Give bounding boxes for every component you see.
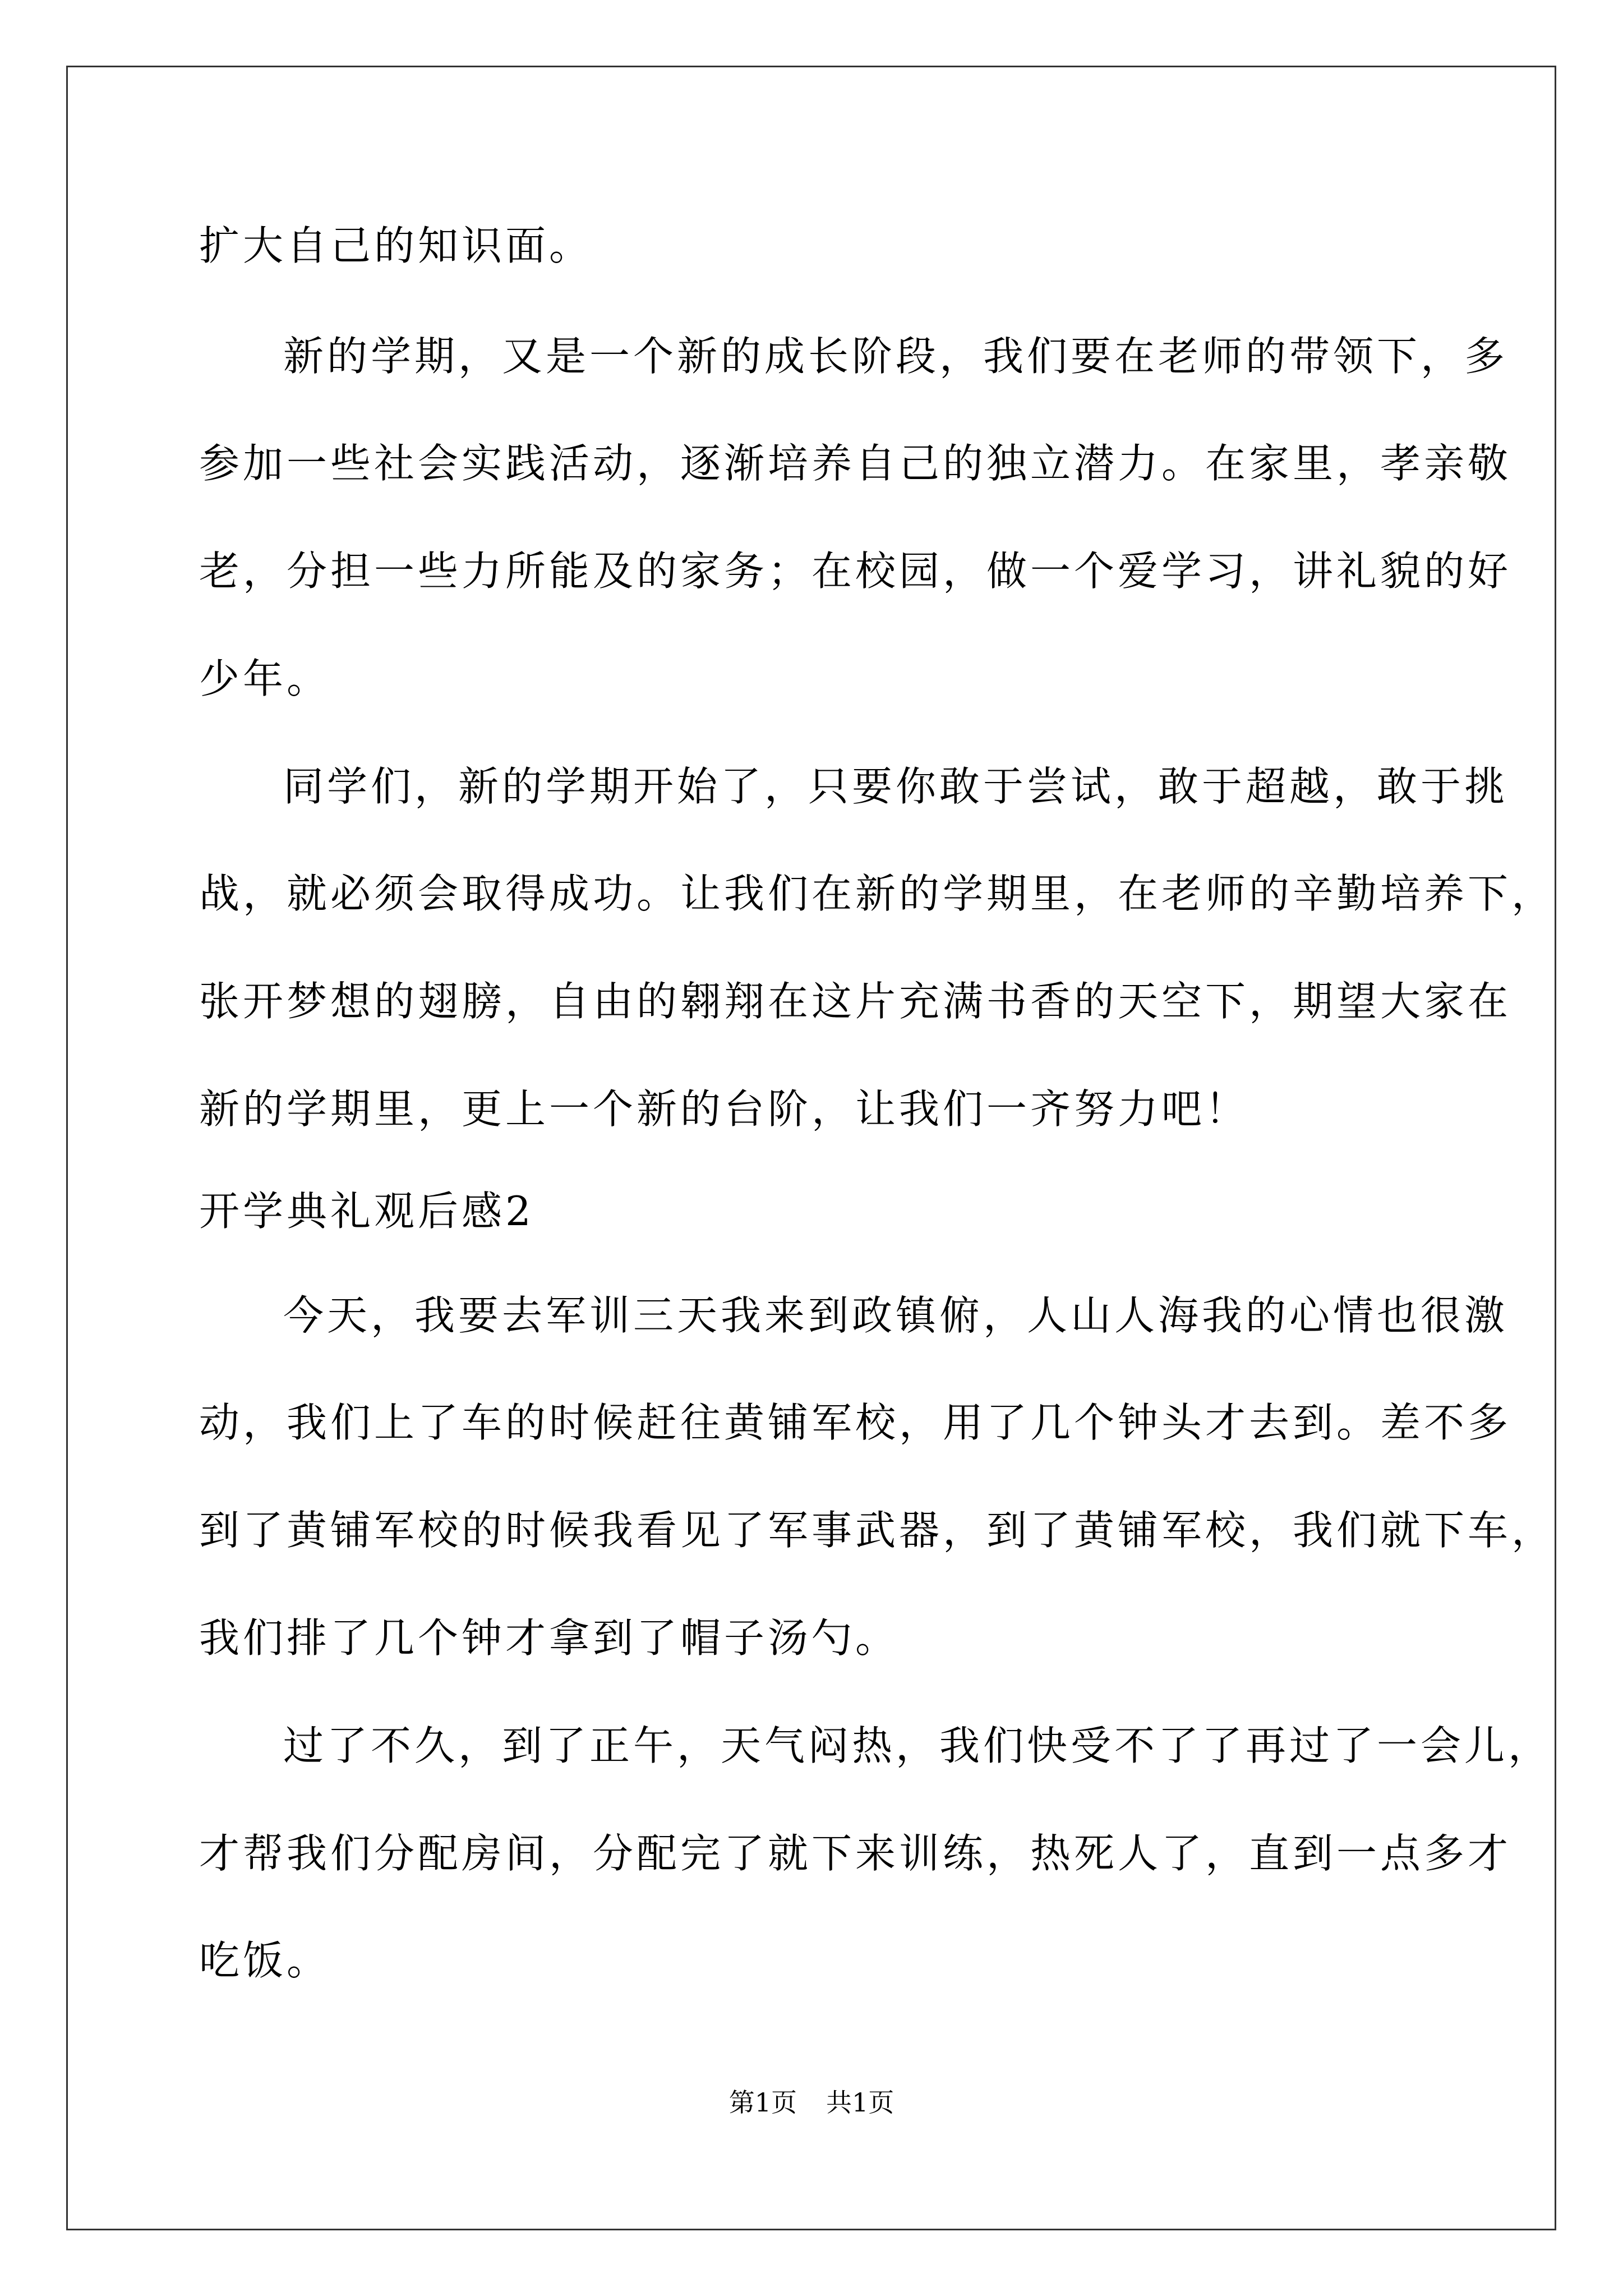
paragraph-line: 才帮我们分配房间，分配完了就下来训练，热死人了，直到一点多才 <box>199 1830 1512 1877</box>
paragraph-line: 参加一些社会实践活动，逐渐培养自己的独立潜力。在家里，孝亲敬 <box>199 440 1512 487</box>
paragraph-line: 新的学期里，更上一个新的台阶，让我们一齐努力吧！ <box>199 1085 1249 1133</box>
paragraph-line: 今天，我要去军训三天我来到政镇俯，人山人海我的心情也很激 <box>283 1292 1509 1339</box>
page-border <box>66 66 1556 2230</box>
page-number-label: 第1页 <box>728 2087 797 2118</box>
page-footer <box>0 2087 1623 2118</box>
paragraph-line: 老，分担一些力所能及的家务；在校园，做一个爱学习，讲礼貌的好 <box>199 547 1512 595</box>
paragraph-line: 张开梦想的翅膀，自由的翱翔在这片充满书香的天空下，期望大家在 <box>199 978 1512 1025</box>
paragraph-line: 扩大自己的知识面。 <box>199 222 593 269</box>
paragraph-line: 过了不久，到了正午，天气闷热，我们快受不了了再过了一会儿， <box>283 1722 1552 1769</box>
page-total-label: 共1页 <box>826 2087 895 2118</box>
paragraph-line: 少年。 <box>199 655 331 702</box>
paragraph-line: 新的学期，又是一个新的成长阶段，我们要在老师的带领下，多 <box>283 333 1509 380</box>
paragraph-line: 战，就必须会取得成功。让我们在新的学期里，在老师的辛勤培养下， <box>199 870 1556 917</box>
paragraph-line: 我们排了几个钟才拿到了帽子汤勺。 <box>199 1614 900 1662</box>
paragraph-line: 同学们，新的学期开始了，只要你敢于尝试，敢于超越，敢于挑 <box>283 763 1509 810</box>
paragraph-line: 到了黄铺军校的时候我看见了军事武器，到了黄铺军校，我们就下车， <box>199 1507 1556 1554</box>
paragraph-line: 动，我们上了车的时候赶往黄铺军校，用了几个钟头才去到。差不多 <box>199 1399 1512 1446</box>
paragraph-line: 吃饭。 <box>199 1937 331 1984</box>
section-heading: 开学典礼观后感2 <box>199 1188 534 1235</box>
